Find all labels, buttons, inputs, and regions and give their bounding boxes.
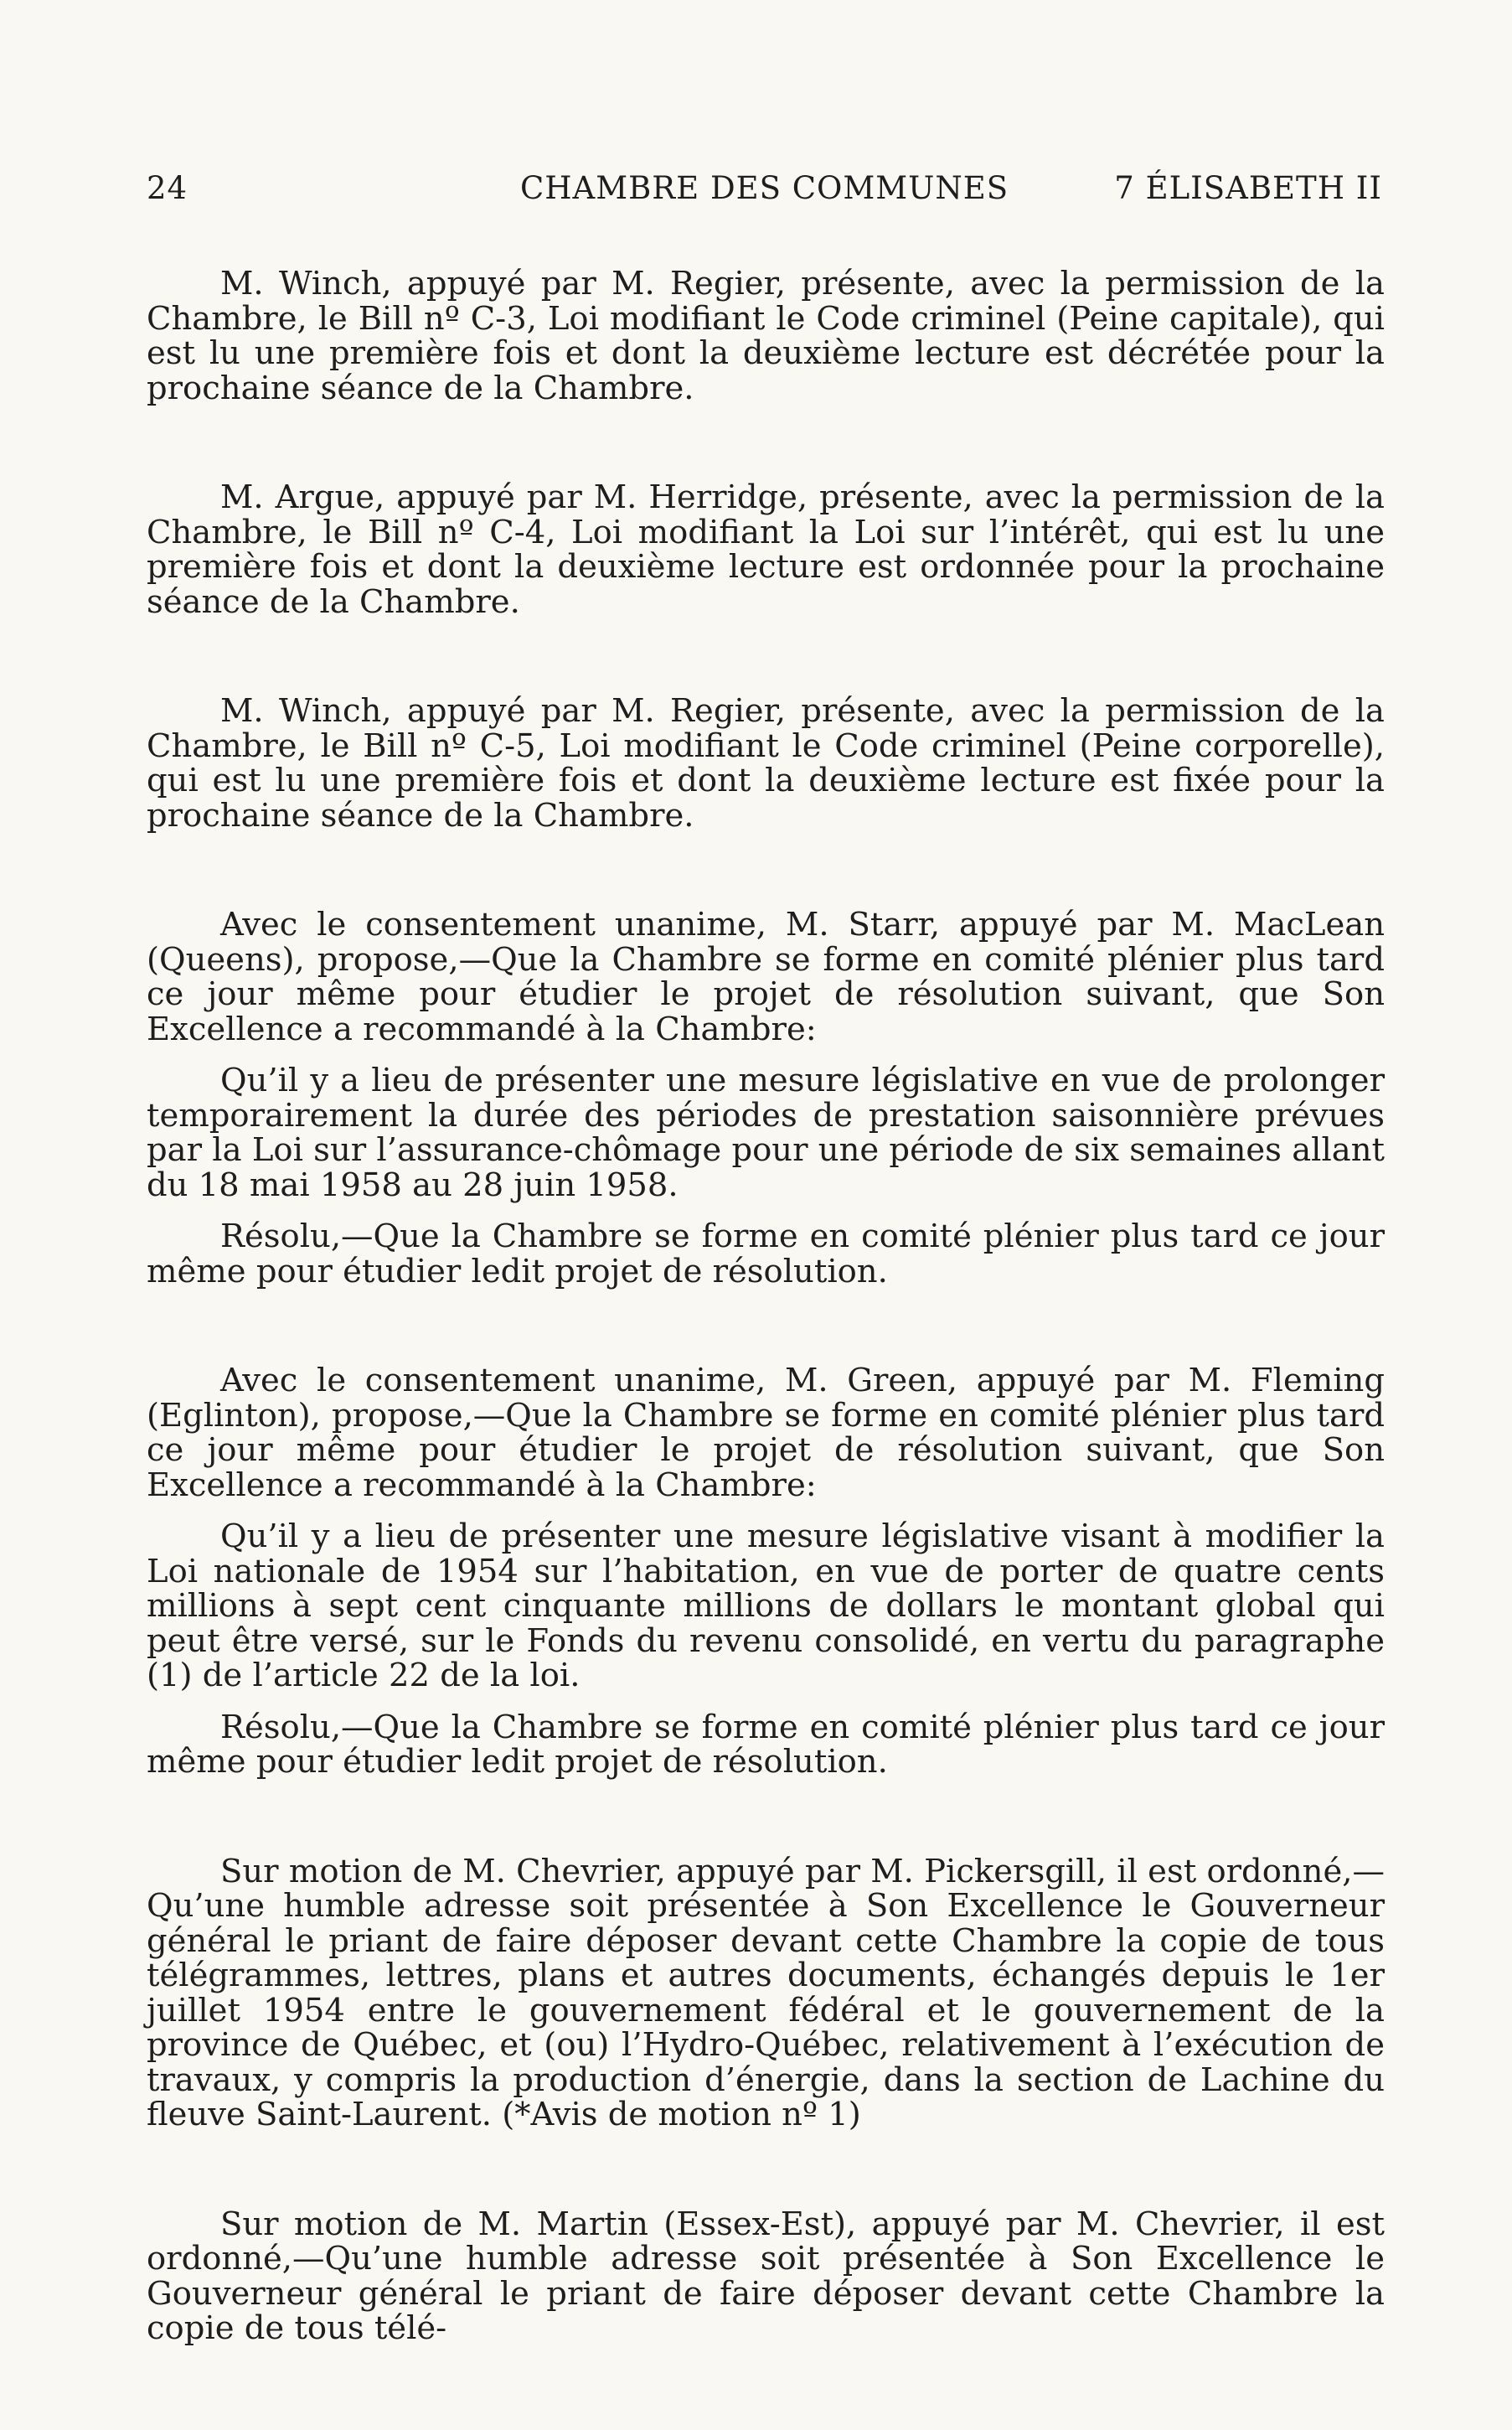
paragraph-starr-motion: Avec le consentement unanime, M. Starr, appuyé par M. MacLean (Queens), propose,—Que la Chambre se forme en comité plénier plus tard ce jour même pour étudier le projet de résolution suivant, que Son Excellence a recommandé à la Chambre: <box>147 906 1385 1048</box>
paragraph-starr-resolved: Résolu,—Que la Chambre se forme en comité plénier plus tard ce jour même pour étudier ledit projet de résolution. <box>147 1218 1385 1290</box>
paragraph-bill-c4: M. Argue, appuyé par M. Herridge, présente, avec la permission de la Chambre, le Bill nº C-4, Loi modifiant la Loi sur l’intérêt, qui est lu une première fois et dont la deuxième lecture est ordonnée pour la prochaine séance de la Chambre. <box>147 478 1385 621</box>
paragraph-chevrier-address: Sur motion de M. Chevrier, appuyé par M. Pickersgill, il est ordonné,—Qu’une humble adresse soit présentée à Son Excellence le Gouverneur général le priant de faire déposer devant cette Chambre la copie de tous télégrammes, lettres, plans et autres documents, échangés depuis le 1er juillet 1954 entre le gouvernement fédéral et le gouvernement de la province de Québec, et (ou) l’Hydro-Québec, relativement à l’exécution de travaux, y compris la production d’énergie, dans la section de Lachine du fleuve Saint-Laurent. (*Avis de motion nº 1) <box>147 1852 1385 2133</box>
paragraph-bill-c5: M. Winch, appuyé par M. Regier, présente, avec la permission de la Chambre, le Bill nº C-5, Loi modifiant le Code criminel (Peine corporelle), qui est lu une première fois et dont la deuxième lecture est fixée pour la prochaine séance de la Chambre. <box>147 692 1385 835</box>
page-number: 24 <box>147 170 188 206</box>
page-body <box>147 266 1385 2346</box>
session-label: 7 ÉLISABETH II <box>1114 170 1382 206</box>
paragraph-green-resolution-text: Qu’il y a lieu de présenter une mesure législative visant à modifier la Loi nationale de 1954 sur l’habitation, en vue de porter de quatre cents millions à sept cent cinquante millions de dollars le montant global qui peut être versé, sur le Fonds du revenu consolidé, en vertu du paragraphe (1) de l’article 22 de la loi. <box>147 1517 1385 1694</box>
paragraph-green-motion: Avec le consentement unanime, M. Green, appuyé par M. Fleming (Eglinton), propose,—Que la Chambre se forme en comité plénier plus tard ce jour même pour étudier le projet de résolution suivant, que Son Excellence a recommandé à la Chambre: <box>147 1362 1385 1504</box>
paragraph-bill-c3: M. Winch, appuyé par M. Regier, présente, avec la permission de la Chambre, le Bill nº C-3, Loi modifiant le Code criminel (Peine capitale), qui est lu une première fois et dont la deuxième lecture est décrétée pour la prochaine séance de la Chambre. <box>147 265 1385 407</box>
paragraph-martin-address: Sur motion de M. Martin (Essex-Est), appuyé par M. Chevrier, il est ordonné,—Qu’une humble adresse soit présentée à Son Excellence le Gouverneur général le priant de faire déposer devant cette Chambre la copie de tous télé- <box>147 2205 1385 2347</box>
running-title: CHAMBRE DES COMMUNES <box>519 170 1009 206</box>
paragraph-starr-resolution-text: Qu’il y a lieu de présenter une mesure législative en vue de prolonger temporairement la durée des périodes de prestation saisonnière prévues par la Loi sur l’assurance-chômage pour une période de six semaines allant du 18 mai 1958 au 28 juin 1958. <box>147 1062 1385 1204</box>
paragraph-green-resolved: Résolu,—Que la Chambre se forme en comité plénier plus tard ce jour même pour étudier ledit projet de résolution. <box>147 1708 1385 1781</box>
